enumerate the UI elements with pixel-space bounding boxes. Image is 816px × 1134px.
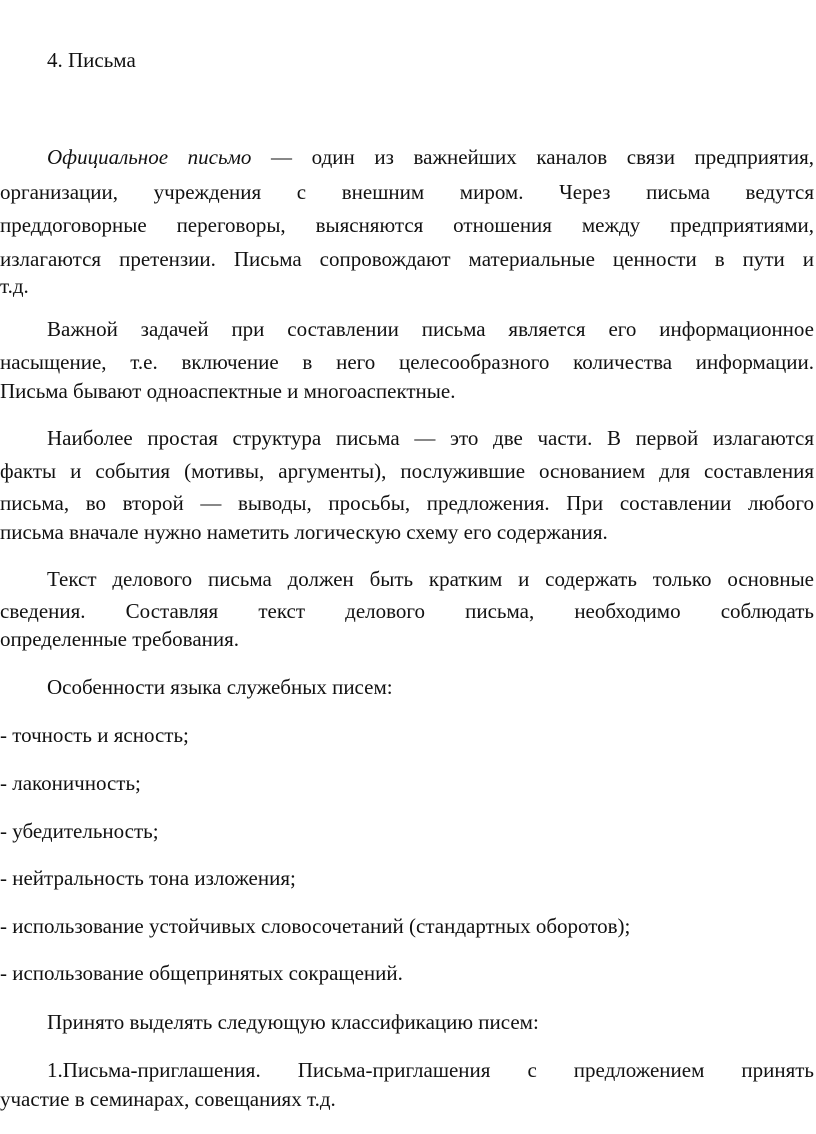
paragraph-1-line-5: т.д. xyxy=(0,274,29,298)
paragraph-1-line-2: организации, учреждения с внешним миром. Через письма ведутся xyxy=(0,180,814,204)
paragraph-3-line-3: письма, во второй — выводы, просьбы, предложения. При составлении любого xyxy=(0,491,814,515)
paragraph-3-line-1: Наиболее простая структура письма — это две части. В первой излагаются xyxy=(47,426,814,450)
paragraph-4-line-2: сведения. Составляя текст делового письма, необходимо соблюдать xyxy=(0,599,814,623)
paragraph-4-line-1: Текст делового письма должен быть кратким и содержать только основные xyxy=(47,567,814,591)
paragraph-2-line-2: насыщение, т.е. включение в него целесообразного количества информации. xyxy=(0,350,814,374)
paragraph-2-line-1: Важной задачей при составлении письма является его информационное xyxy=(47,317,814,341)
paragraph-7-line-1: 1.Письма-приглашения. Письма-приглашения с предложением принять xyxy=(47,1058,814,1082)
paragraph-2-line-3: Письма бывают одноаспектные и многоаспектные. xyxy=(0,379,456,403)
paragraph-7-line-2: участие в семинарах, совещаниях т.д. xyxy=(0,1087,336,1111)
list-item: - лаконичность; xyxy=(0,771,141,795)
paragraph-6: Принято выделять следующую классификацию писем: xyxy=(47,1010,539,1034)
list-item: - убедительность; xyxy=(0,819,159,843)
list-item: - нейтральность тона изложения; xyxy=(0,866,296,890)
paragraph-1-line-1 xyxy=(47,147,814,168)
list-item: - использование устойчивых словосочетаний (стандартных оборотов); xyxy=(0,914,631,938)
list-item: - точность и ясность; xyxy=(0,723,189,747)
paragraph-1-line-3: преддоговорные переговоры, выясняются отношения между предприятиями, xyxy=(0,213,814,237)
paragraph-1-line-4: излагаются претензии. Письма сопровождают материальные ценности в пути и xyxy=(0,247,814,271)
term-official-letter: Официальное письмо xyxy=(47,145,252,169)
paragraph-5: Особенности языка служебных писем: xyxy=(47,675,393,699)
paragraph-3-line-2: факты и события (мотивы, аргументы), послужившие основанием для составления xyxy=(0,459,814,483)
paragraph-4-line-3: определенные требования. xyxy=(0,627,240,651)
section-heading: 4. Письма xyxy=(47,48,136,72)
paragraph-3-line-4: письма вначале нужно наметить логическую схему его содержания. xyxy=(0,520,608,544)
list-item: - использование общепринятых сокращений. xyxy=(0,961,403,985)
paragraph-1-line-1-text: — один из важнейших каналов связи предприятия, xyxy=(251,145,814,169)
